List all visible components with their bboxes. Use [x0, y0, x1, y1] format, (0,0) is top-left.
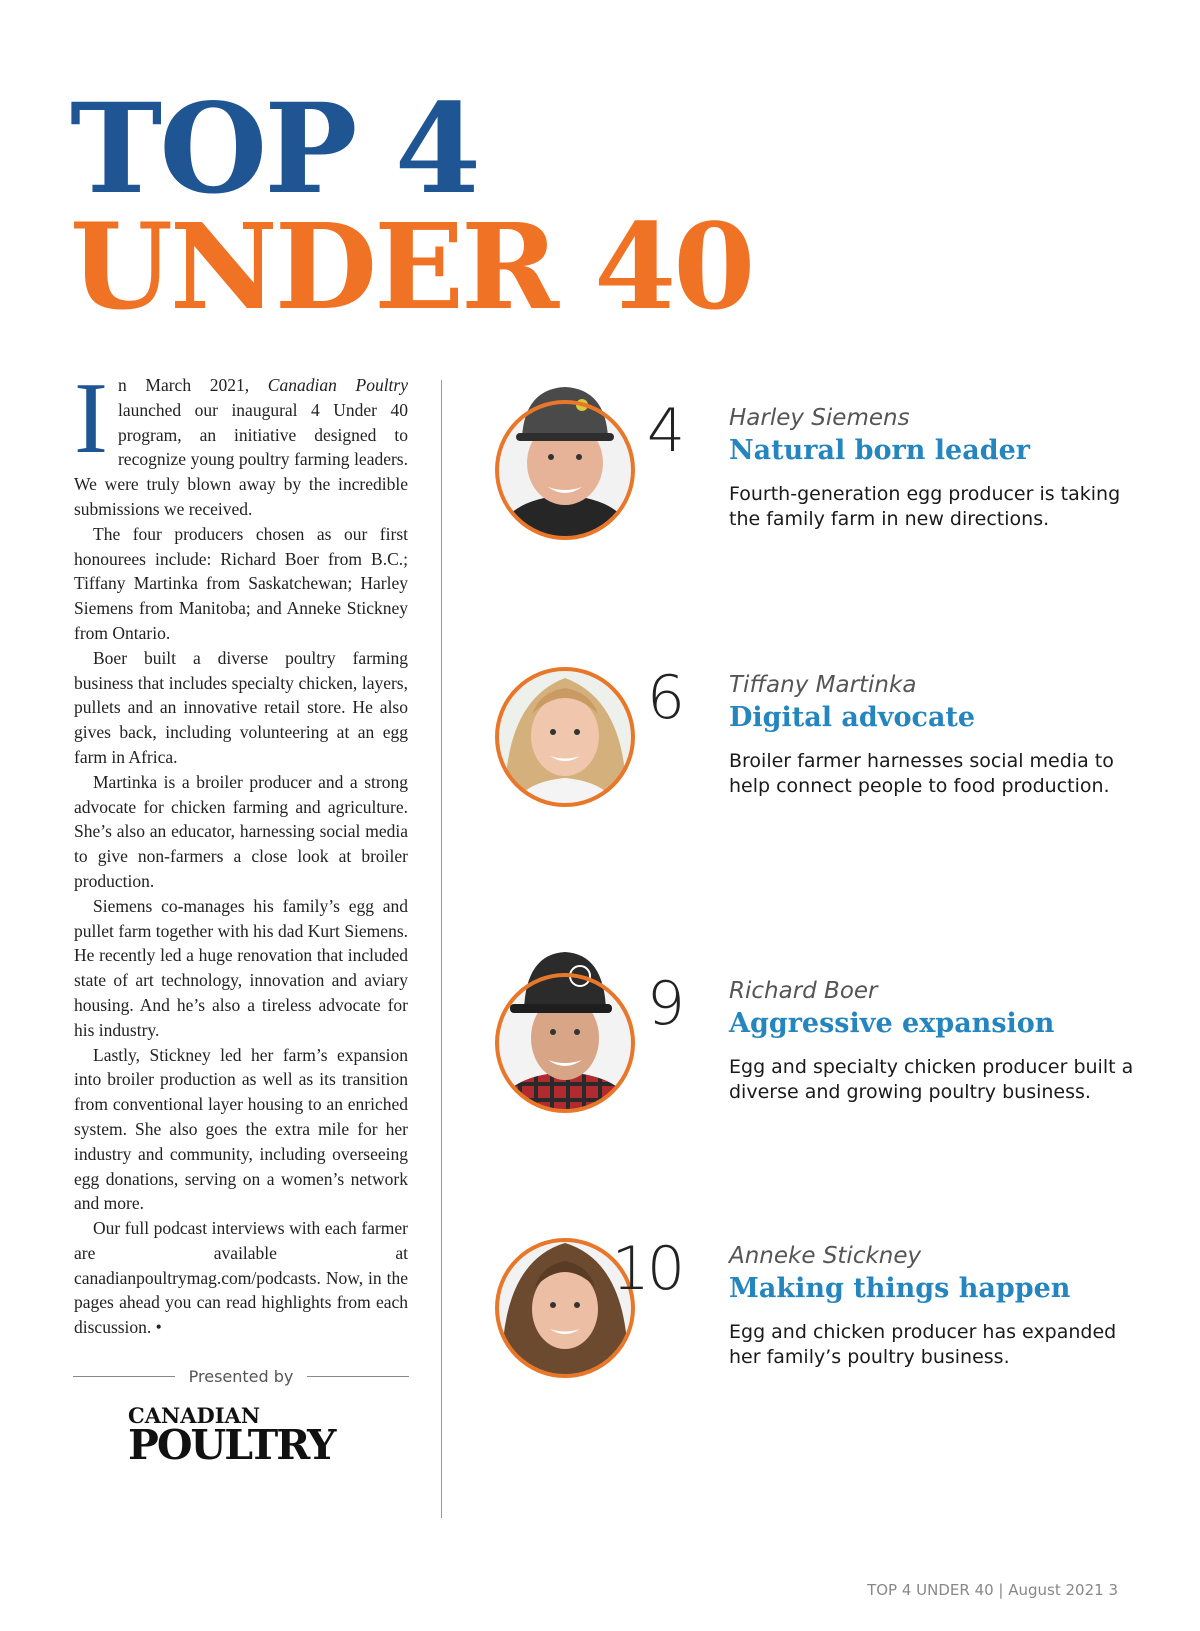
- man-in-black-cap-portrait-icon: [480, 375, 650, 545]
- honouree-entry-tiffany-martinka[interactable]: [480, 642, 1160, 842]
- honouree-headline: Aggressive expansion: [729, 1008, 1055, 1039]
- presented-by: [73, 1367, 409, 1386]
- blonde-woman-portrait-icon: [480, 642, 650, 812]
- intro-paragraph-2: The four producers chosen as our first honourees include: Richard Boer from B.C.; Tiffany Martinka from Saskatchewan; Harley Siemens from Manitoba; and Anneke Stickney from Ontario.: [74, 523, 408, 643]
- page-footer: TOP 4 UNDER 40 | August 2021 3: [867, 1581, 1118, 1599]
- intro-paragraph-3: Boer built a diverse poultry farming business that includes specialty chicken, layers, pullets and an innovative retail store. He also gives back, including volunteering at an egg farm in Africa.: [74, 647, 408, 767]
- intro-text-rest: launched our inaugural 4 Under 40 program, an initiative designed to recognize young poultry farming leaders. We were truly blown away by the incredible submissions we received.: [74, 399, 408, 519]
- page-number: 4: [646, 396, 682, 466]
- drop-cap: I: [74, 362, 108, 475]
- honouree-description: Fourth-generation egg producer is taking the family farm in new directions.: [729, 483, 1121, 530]
- man-in-cap-plaid-shirt-portrait-icon: [480, 948, 650, 1118]
- honouree-description: Egg and chicken producer has expanded her family’s poultry business.: [729, 1321, 1117, 1368]
- page-number: 10: [611, 1234, 682, 1304]
- logo-word-poultry: POULTRY: [128, 1421, 335, 1469]
- honouree-name: Tiffany Martinka: [729, 672, 917, 698]
- page-number: 9: [646, 969, 682, 1039]
- page-number: 6: [646, 663, 682, 733]
- honouree-name: Harley Siemens: [729, 405, 910, 431]
- logo-word-canadian: CANADIAN: [128, 1403, 261, 1428]
- title-line-top-4: TOP 4: [70, 77, 478, 222]
- honouree-headline: Digital advocate: [729, 702, 976, 733]
- intro-paragraph-1: [74, 362, 408, 522]
- intro-paragraph-6: Lastly, Stickney led her farm’s expansion into broiler production as well as its transition from conventional layer housing to an enriched system. She also goes the extra mile for her industry and community, including overseeing egg donations, serving on a women’s network and more.: [74, 1044, 408, 1214]
- intro-text-start: n March 2021,: [117, 375, 268, 395]
- intro-article: [74, 362, 408, 1340]
- honouree-headline: Natural born leader: [729, 435, 1031, 466]
- intro-paragraph-5: Siemens co-manages his family’s egg and pullet farm together with his dad Kurt Siemens. He recently led a huge renovation that included state of art technology, innovation and aviary housing. And he’s also a tireless advocate for his industry.: [74, 895, 408, 1040]
- honouree-headline: Making things happen: [729, 1273, 1071, 1304]
- honouree-entry-harley-siemens[interactable]: [480, 375, 1160, 575]
- presented-rule-right: [307, 1376, 409, 1377]
- canadian-poultry-logo: [128, 1403, 335, 1469]
- honouree-entry-richard-boer[interactable]: [480, 948, 1160, 1148]
- publication-name: Canadian Poultry: [267, 375, 408, 395]
- honouree-entry-anneke-stickney[interactable]: [480, 1213, 1160, 1413]
- intro-paragraph-4: Martinka is a broiler producer and a strong advocate for chicken farming and agriculture. She’s also an educator, harnessing social media to give non-farmers a close look at broiler production.: [74, 771, 408, 891]
- page-title: [70, 77, 753, 336]
- column-divider: [441, 380, 442, 1518]
- honouree-name: Richard Boer: [729, 978, 878, 1004]
- presented-rule-left: [73, 1376, 175, 1377]
- honouree-name: Anneke Stickney: [729, 1243, 922, 1269]
- honouree-description: Broiler farmer harnesses social media to help connect people to food production.: [729, 750, 1114, 797]
- honouree-description: Egg and specialty chicken producer built a diverse and growing poultry business.: [729, 1056, 1134, 1103]
- presented-by-label: Presented by: [188, 1367, 294, 1386]
- title-line-under-40: UNDER 40: [70, 197, 753, 336]
- intro-paragraph-7: Our full podcast interviews with each farmer are available at canadianpoultrymag.com/podcasts. Now, in the pages ahead you can read highlights from each discussion. •: [74, 1218, 408, 1338]
